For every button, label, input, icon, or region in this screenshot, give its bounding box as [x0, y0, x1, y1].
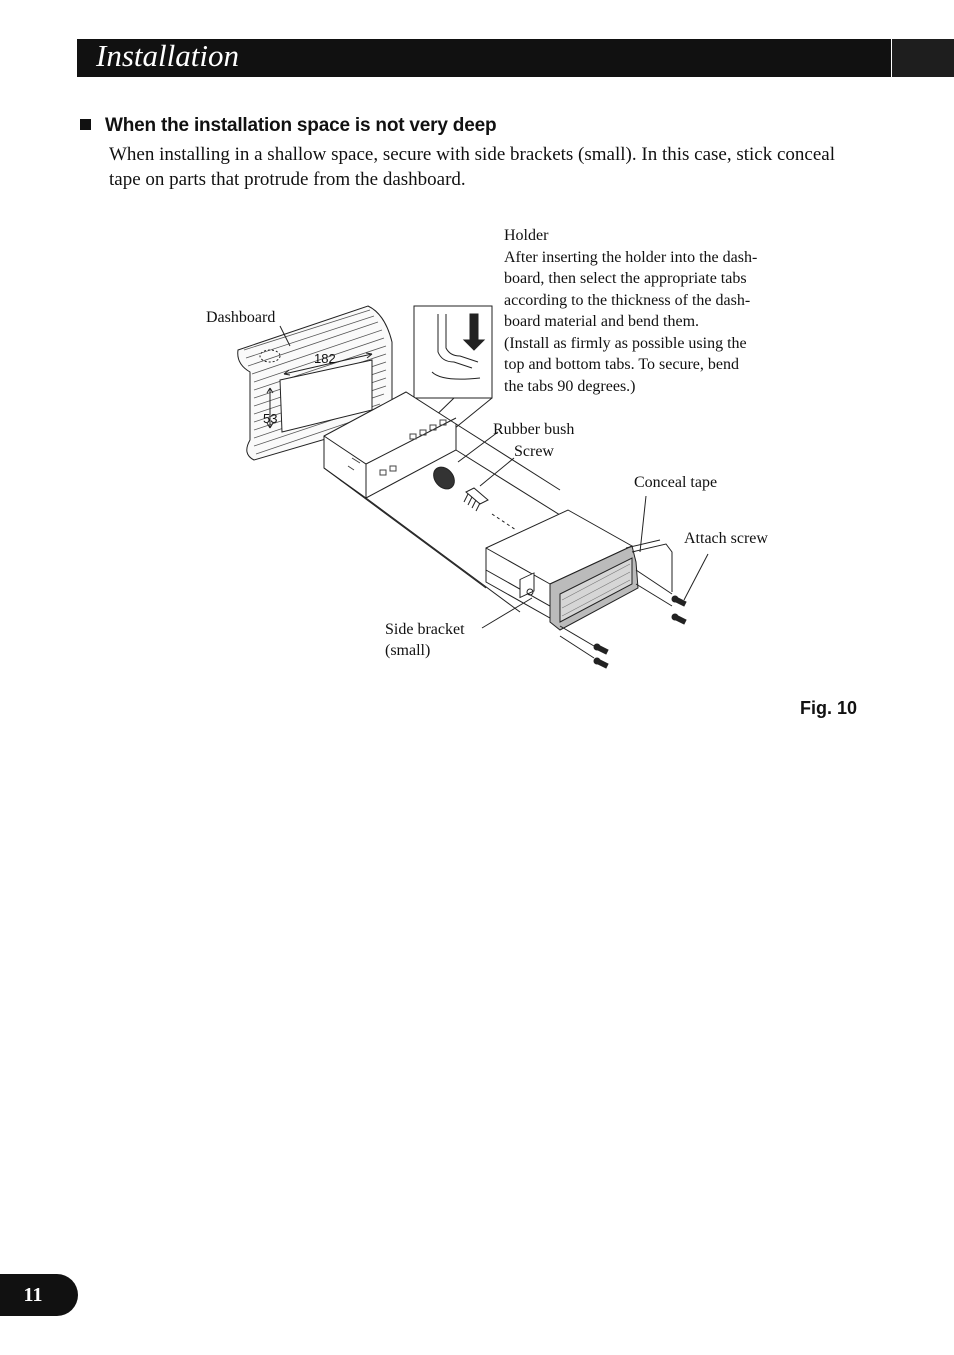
installation-figure [180, 222, 820, 682]
rubber-bush-label: Rubber bush [493, 421, 575, 438]
header-tab [892, 39, 954, 77]
dashboard-label: Dashboard [206, 309, 276, 326]
bullet-square-icon [80, 119, 91, 130]
holder-line-2: board, then select the appropriate tabs [504, 270, 747, 287]
holder-line-3: according to the thickness of the dash- [504, 291, 751, 309]
figure-label: Fig. 10 [800, 698, 858, 718]
attach-screw-label: Attach screw [684, 530, 768, 547]
conceal-tape-label: Conceal tape [634, 474, 718, 491]
dimension-width-label: 182 [314, 351, 336, 366]
side-bracket-label: Side bracket [385, 621, 465, 638]
side-bracket-sub-label: (small) [385, 642, 431, 659]
holder-line-4: board material and bend them. [504, 313, 700, 330]
section-body: When installing in a shallow space, secure with side brackets (small). In this case, stick conceal tape on parts that protrude from the dashboard. [109, 144, 835, 190]
holder-line-1: After inserting the holder into the dash- [504, 248, 758, 266]
section-heading-text: When the installation space is not very deep [105, 115, 497, 136]
section-heading [80, 114, 496, 138]
page-title: Installation [96, 38, 239, 73]
screw-label: Screw [514, 443, 554, 460]
holder-line-5: (Install as firmly as possible using the [504, 334, 747, 352]
holder-line-6: top and bottom tabs. To secure, bend [504, 356, 739, 373]
holder-line-7: the tabs 90 degrees.) [504, 377, 636, 395]
holder-title: Holder [504, 227, 549, 244]
dimension-height-label: 53 [263, 411, 278, 426]
page-number: 11 [0, 1274, 78, 1316]
